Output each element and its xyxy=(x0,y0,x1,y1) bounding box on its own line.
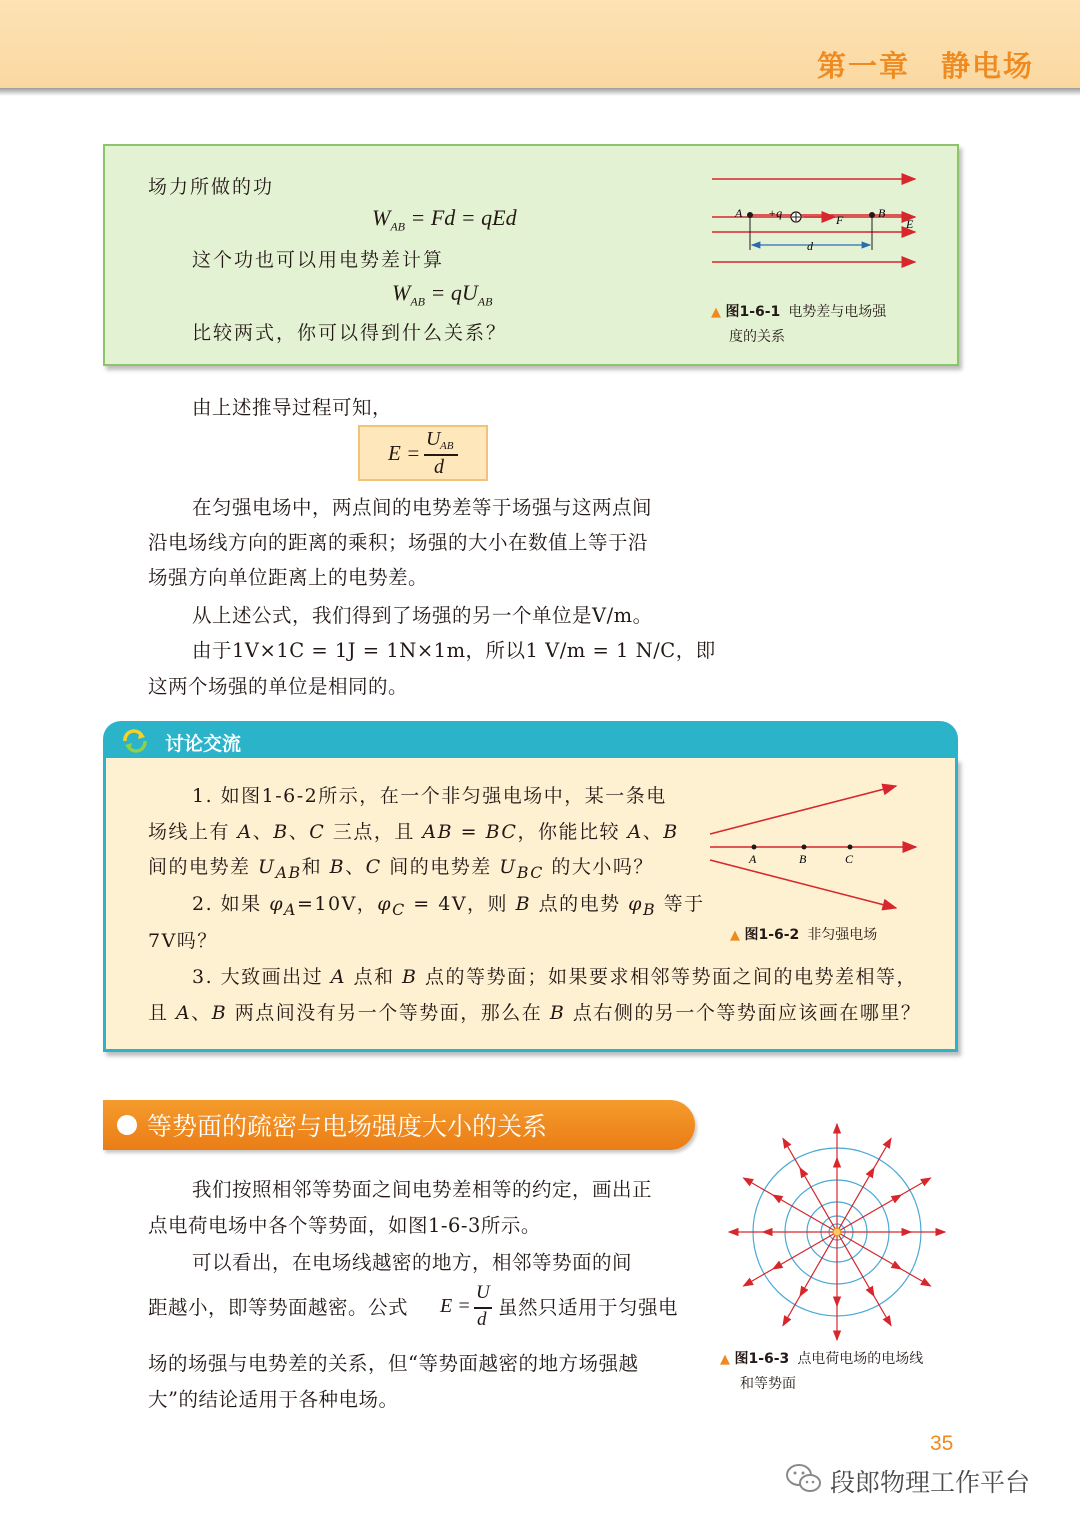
field-line-mid-arrow-3 xyxy=(871,1291,874,1296)
label-A: A xyxy=(749,852,757,866)
section-paragraph-1-line-2: 点电荷电场中各个等势面，如图1-6-3所示。 xyxy=(148,1214,541,1237)
label-q: +q xyxy=(768,206,783,220)
section-paragraph-2-line-2b: 虽然只适用于匀强电 xyxy=(498,1296,679,1319)
discussion-q1-line-1: 1. 如图1-6-2所示，在一个非匀强电场中，某一条电 xyxy=(192,785,667,807)
work-formula-2: $W_{AB} = qU_{AB}$ xyxy=(392,280,493,309)
figure-1-6-2-caption: ▲ 图1-6-2 非匀强电场 xyxy=(730,927,878,943)
discussion-q3-line-1: 3. 大致画出过 A 点和 B 点的等势面；如果要求相邻等势面之间的电势差相等， xyxy=(192,966,918,988)
discussion-q3-line-2: 且 A、B 两点间没有另一个等势面，那么在 B 点右侧的另一个等势面应该画在哪里？ xyxy=(148,1002,922,1024)
field-line-12 xyxy=(840,1178,930,1230)
discussion-q2-line-1: 2. 如果 $\varphi_A=10V$，$\varphi_C = 4V$，则 B 点的电势 $\varphi_B$ 等于 xyxy=(192,893,705,919)
discussion-q1-line-2: 场线上有 A、B、C 三点，且 AB = BC，你能比较 A、B xyxy=(148,821,679,843)
discussion-q1-line-3: 间的电势差 $U_{AB}$和 B、C 间的电势差 $U_{BC}$ 的大小吗？ xyxy=(148,856,654,882)
recycle-icon xyxy=(120,728,150,754)
paragraph-unit-equivalence-2: 这两个场强的单位是相同的。 xyxy=(148,675,409,698)
label-F: F xyxy=(836,213,844,227)
discussion-title: 讨论交流 xyxy=(165,733,242,755)
section-paragraph-2-line-4: 大”的结论适用于各种电场。 xyxy=(148,1388,399,1411)
caption-triangle-icon: ▲ xyxy=(730,928,740,943)
field-line-2 xyxy=(840,1234,930,1286)
key-formula-box: E = U AB d xyxy=(358,425,488,481)
point-B xyxy=(869,212,875,218)
derivation-line-2: 这个功也可以用电势差计算 xyxy=(192,249,445,271)
section-title: 等势面的疏密与电场强度大小的关系 xyxy=(147,1112,548,1141)
point-A xyxy=(747,212,753,218)
wechat-logo-icon xyxy=(784,1462,824,1496)
field-line-upper xyxy=(710,786,896,834)
label-B: B xyxy=(799,852,807,866)
point-C xyxy=(848,845,853,850)
figure-1-6-3-caption: ▲ 图1-6-3 点电荷电场的电场线 和等势面 xyxy=(720,1351,924,1392)
field-line-mid-arrow-6 xyxy=(773,1266,778,1269)
label-E: E xyxy=(906,217,914,231)
inline-formula: E = U d xyxy=(440,1284,500,1336)
chapter-title: 第一章 静电场 xyxy=(816,49,1034,83)
field-line-9 xyxy=(783,1138,835,1228)
figure-1-6-1 xyxy=(700,165,930,275)
field-line-mid-arrow-12 xyxy=(896,1195,901,1198)
section-paragraph-2-line-2a: 距越小，即等势面越密。公式 xyxy=(148,1296,409,1319)
field-line-mid-arrow-5 xyxy=(800,1291,803,1296)
paragraph-uniform-field-1: 在匀强电场中，两点间的电势差等于场强与这两点间 xyxy=(192,496,653,519)
derivation-line-3: 比较两式，你可以得到什么关系？ xyxy=(192,322,508,344)
paragraph-unit: 从上述公式，我们得到了场强的另一个单位是V/m。 xyxy=(192,604,653,627)
page-number: 35 xyxy=(930,1432,954,1455)
field-line-mid-arrow-9 xyxy=(800,1168,803,1173)
field-line-8 xyxy=(743,1178,833,1230)
caption-triangle-icon: ▲ xyxy=(711,305,721,320)
field-line-mid-arrow-8 xyxy=(773,1195,778,1198)
work-formula-1: $W_{AB} = Fd$ = qEd xyxy=(372,205,517,234)
field-line-mid-arrow-11 xyxy=(871,1168,874,1173)
header-shadow xyxy=(0,88,1080,96)
paragraph-derivation-conclusion: 由上述推导过程可知， xyxy=(192,396,393,419)
paragraph-uniform-field-2: 沿电场线方向的距离的乘积；场强的大小在数值上等于沿 xyxy=(148,531,649,554)
label-d: d xyxy=(807,239,813,253)
label-B: B xyxy=(878,206,886,220)
field-line-mid-arrow-2 xyxy=(896,1266,901,1269)
section-paragraph-2-line-1: 可以看出，在电场线越密的地方，相邻等势面的间 xyxy=(192,1251,633,1274)
figure-1-6-2 xyxy=(700,778,930,918)
label-A: A xyxy=(735,206,743,220)
point-A xyxy=(752,845,757,850)
point-B xyxy=(802,845,807,850)
discussion-q2-line-2: 7V吗？ xyxy=(148,930,218,952)
figure-1-6-1-caption: ▲ 图1-6-1 电势差与电场强 度的关系 xyxy=(711,304,887,345)
field-line-5 xyxy=(783,1235,835,1325)
paragraph-unit-equivalence-1: 由于1V×1C = 1J = 1N×1m，所以1 V/m = 1 N/C，即 xyxy=(192,639,716,662)
bullet-dot-icon xyxy=(117,1115,137,1135)
section-paragraph-2-line-3: 场的场强与电势差的关系，但“等势面越密的地方场强越 xyxy=(148,1352,639,1375)
caption-triangle-icon: ▲ xyxy=(720,1352,730,1367)
watermark-text: 段郎物理工作平台 xyxy=(830,1468,1031,1497)
field-line-11 xyxy=(839,1138,891,1228)
paragraph-uniform-field-3: 场强方向单位距离上的电势差。 xyxy=(148,566,429,589)
figure-1-6-3 xyxy=(725,1120,949,1344)
derivation-line-1: 场力所做的功 xyxy=(148,176,275,198)
section-paragraph-1-line-1: 我们按照相邻等势面之间电势差相等的约定，画出正 xyxy=(192,1178,653,1201)
field-line-3 xyxy=(839,1235,891,1325)
point-charge xyxy=(833,1228,841,1236)
field-line-6 xyxy=(743,1234,833,1286)
field-line-lower xyxy=(710,860,896,908)
label-C: C xyxy=(845,852,854,866)
